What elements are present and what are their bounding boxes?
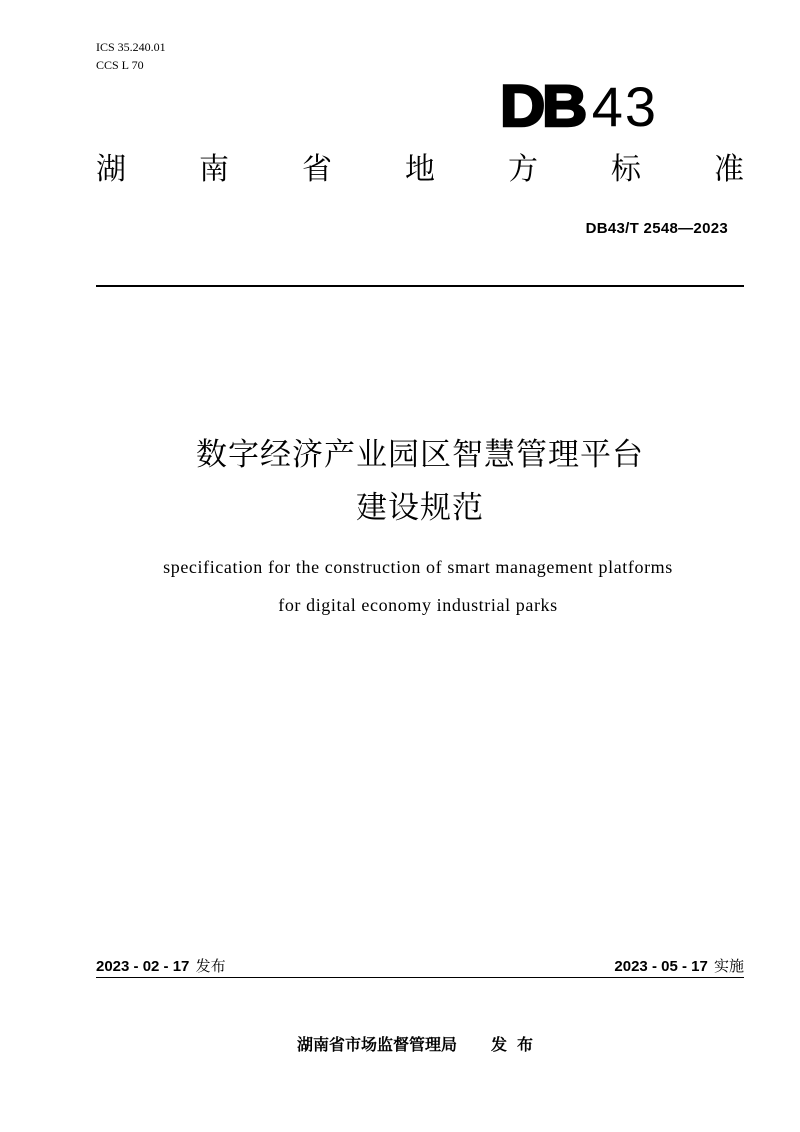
title-cn-line1: 数字经济产业园区智慧管理平台 (196, 437, 644, 473)
ics-code: ICS 35.240.01 (96, 40, 166, 54)
standard-type-char: 准 (714, 152, 744, 187)
db-logo-mark: DB (500, 74, 585, 139)
title-cn-line2: 建设规范 (356, 490, 484, 526)
standard-type-heading (96, 148, 744, 192)
publish-date: 2023 - 02 - 17 (96, 958, 190, 975)
implement-label: 实施 (713, 957, 744, 975)
ccs-code: CCS L 70 (96, 58, 144, 72)
classification-codes (96, 38, 166, 74)
footer-divider (96, 977, 744, 978)
issuer-line (0, 1033, 800, 1057)
publish-date-block (96, 955, 226, 978)
standard-type-char: 地 (405, 152, 435, 187)
title-en-line2: for digital economy industrial parks (278, 595, 558, 615)
standard-type-char: 湖 (96, 152, 126, 187)
implement-date: 2023 - 05 - 17 (614, 958, 708, 975)
province-code: 43 (591, 75, 659, 138)
standard-type-char: 省 (302, 152, 332, 187)
standard-number: DB43/T 2548—2023 (585, 220, 728, 237)
title-en-line1: specification for the construction of smart management platforms (163, 557, 673, 577)
standard-type-char: 南 (199, 152, 229, 187)
standard-type-char: 标 (611, 152, 641, 187)
issuer-name: 湖南省市场监督管理局 (296, 1035, 457, 1054)
issuer-action: 发布 (491, 1035, 544, 1054)
db43-logo (500, 66, 659, 139)
implement-date-block (614, 955, 744, 978)
standard-type-char: 方 (508, 152, 538, 187)
publish-label: 发布 (195, 957, 226, 975)
header-divider (96, 285, 744, 287)
